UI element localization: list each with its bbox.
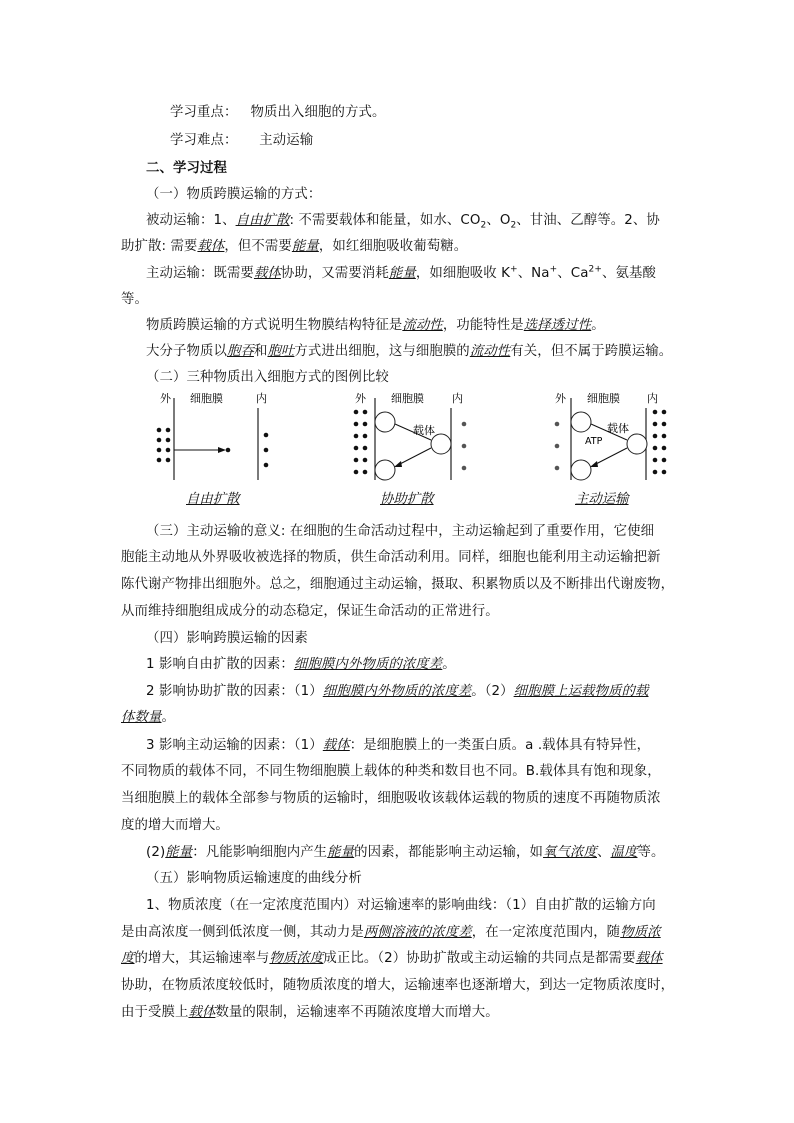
part5-title: （五）影响物质运输速度的曲线分析 [146,871,362,886]
inside-molecules [653,410,667,475]
part5-line-5: 由于受膜上载体数量的限制，运输速率不再随浓度增大而增大。 [121,1005,499,1020]
atp-label: ATP [585,436,603,447]
outside-molecules [354,410,368,475]
part1-title: （一）物质跨膜运输的方式： [146,187,322,202]
arrow-icon [590,461,598,467]
factor-3-line-3: 当细胞膜上的载体全部参与物质的运输时，细胞吸收该载体运载的物质的速度不再随物质浓 [121,791,661,806]
macro-line: 大分子物质以胞吞和胞吐方式进出细胞，这与细胞膜的流动性有关，但不属于跨膜运输。 [146,344,673,359]
arrow-icon [394,461,402,467]
active-line-2: 等。 [121,292,148,307]
inside-label: 内 [452,392,463,405]
part3-line-1: （三）主动运输的意义: 在细胞的生命活动过程中，主动运输起到了重要作用，它使细 [146,524,655,539]
inside-molecules [462,422,467,471]
active-transport-diagram [545,390,675,482]
difficulty-value: 主动运输 [259,133,314,148]
factor-2-line-2: 体数量。 [121,710,175,725]
factor-3-line-4: 度的增大而增大。 [121,818,229,833]
carrier-label: 载体 [607,422,629,435]
factor-3-line-2: 不同物质的载体不同，不同生物细胞膜上载体的种类和数目也不同。B.载体具有饱和现象， [121,764,661,779]
part3-line-2: 胞能主动地从外界吸收被选择的物质，供生命活动利用。同样，细胞也能利用主动运输把新 [121,550,661,565]
part5-line-4: 协助，在物质浓度较低时，随物质浓度的增大，运输速率也逐渐增大，到达一定物质浓度时， [121,978,675,993]
molecule [226,448,231,453]
carrier-circle-top [375,412,395,432]
membrane-label: 细胞膜 [190,392,223,405]
outside-label: 外 [160,392,171,405]
arrow-icon [218,447,226,453]
study-difficulty [170,132,725,150]
carrier-circle-right [431,434,451,454]
caption-facilitated-diffusion: 协助扩散 [380,492,434,507]
inside-molecules [264,433,269,468]
active-line-1: 主动运输：既需要载体协助，又需要消耗能量，如细胞吸收 K+、Na+、$Ca^{2+}$、氨基酸 [146,264,656,281]
part5-line-2: 是由高浓度一侧到低浓度一侧，其动力是两侧溶液的浓度差，在一定浓度范围内，随物质浓 [121,925,661,940]
study-focus [170,104,725,122]
caption-free-diffusion: 自由扩散 [186,492,240,507]
focus-value: 物质出入细胞的方式。 [250,105,386,120]
outside-label: 外 [355,392,366,405]
part3-line-3: 陈代谢产物排出细胞外。总之，细胞通过主动运输，摄取、积累物质以及不断排出代谢废物， [121,577,675,592]
factor-1: 1 影响自由扩散的因素：细胞膜内外物质的浓度差。 [146,657,456,672]
carrier-circle-bottom [375,460,395,480]
facilitated-diffusion-diagram [345,390,475,482]
factor-2-line-1: 2 影响协助扩散的因素：（1）细胞膜内外物质的浓度差。（2）细胞膜上运载物质的载 [146,684,649,699]
outside-label: 外 [555,392,566,405]
outside-molecules [157,428,171,463]
inside-label: 内 [256,392,267,405]
inside-label: 内 [647,392,658,405]
part5-line-3: 度的增大，其运输速率与物质浓度成正比。（2）协助扩散或主动运输的共同点是都需要载体 [121,951,663,966]
free-diffusion-diagram [150,390,280,482]
part4-title: （四）影响跨膜运输的因素 [146,631,308,646]
part5-line-1: 1、物质浓度（在一定浓度范围内）对运输速率的影响曲线：（1）自由扩散的运输方向 [146,898,656,913]
passive-line-2: 助扩散: 需要载体，但不需要能量，如红细胞吸收葡萄糖。 [121,239,468,254]
outside-molecules [555,422,560,471]
section-title: 二、学习过程 [146,161,227,176]
factor-3-energy: (2)能量：凡能影响细胞内产生能量的因素，都能影响主动运输，如氧气浓度、温度等。 [146,845,665,860]
focus-label: 学习重点： [170,105,238,120]
difficulty-label: 学习难点： [170,133,238,148]
part3-line-4: 从而维持细胞组成成分的动态稳定，保证生命活动的正常进行。 [121,604,499,619]
structure-line: 物质跨膜运输的方式说明生物膜结构特征是流动性，功能特性是选择透过性。 [146,318,605,333]
passive-line-1: 被动运输：1、自由扩散: 不需要载体和能量，如水、$CO_2$、$O_2$、甘油、乙醇等。2、协 [146,213,660,231]
membrane-label: 细胞膜 [587,392,620,405]
carrier-label: 载体 [413,424,435,437]
factor-3-line-1: 3 影响主动运输的因素：（1）载体：是细胞膜上的一类蛋白质。a .载体具有特异性， [146,738,651,753]
caption-active-transport: 主动运输 [575,492,629,507]
membrane-label: 细胞膜 [391,392,424,405]
part2-title: （二）三种物质出入细胞方式的图例比较 [146,370,389,385]
